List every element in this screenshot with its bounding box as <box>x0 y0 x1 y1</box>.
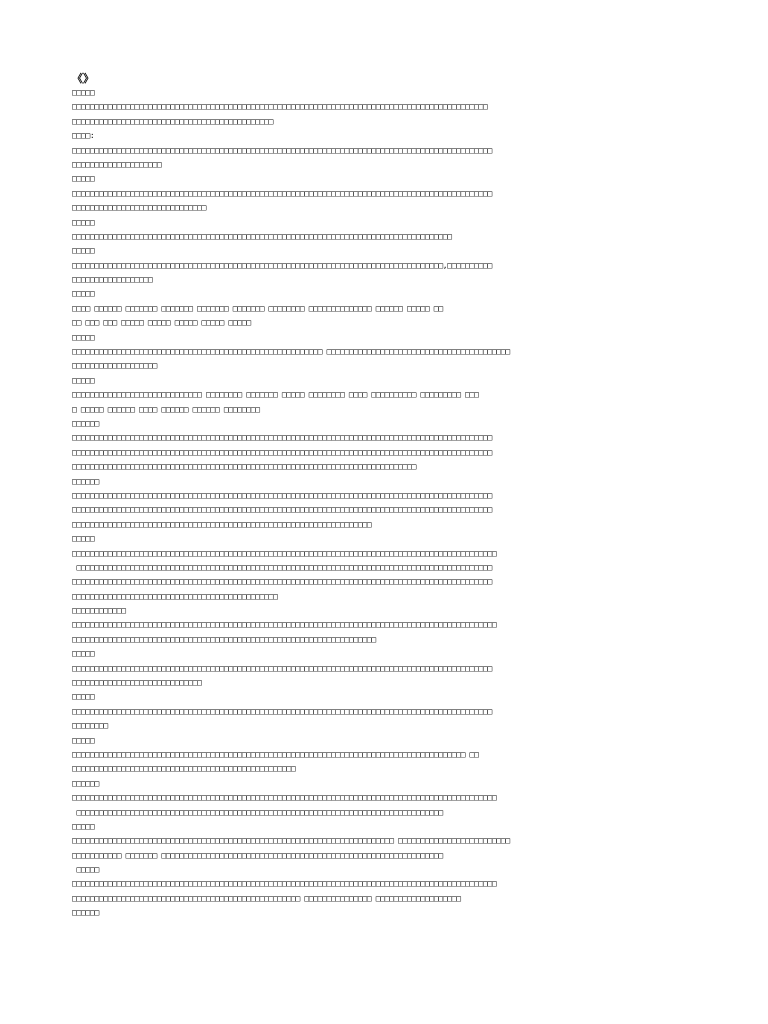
text-line: □□□□□□□□□□□□□□□□□□□□□□□□□□□□□□□□□□□□□□□□□□□□□□□□□□□□□□□□□□□□□□□□□□□□□□□□□□□□□□□□□□□□□□□□□□□□□□□ <box>72 793 497 803</box>
text-line: □□□□□□□□□□□□□□□□□□□□□□□□□□□□□□□□□□□□□□□□□□□□□□□□□□□□□□□□□□□□□□□□□□□□□□□□ □□□□□□□□□□□□□□□□□□□□□□□□□ <box>72 836 510 846</box>
text-line: □□□□□□□□□□□□□□□□□□□□□□□□□□□□□□□□□□□□□□□□□□□□□□□□□□□□□□□□□□□□□□□□□□□□□□□□□□□□□□□□□□□□□□□□□□□□□□ <box>72 706 492 716</box>
text-line: □□□□□ <box>72 375 95 385</box>
text-line: □□□□□ <box>72 692 95 702</box>
text-line: □□□□□ <box>72 174 95 184</box>
text-line: □□□□□□□□□□□□□□□□□□ <box>72 275 153 285</box>
text-line: □□□□□ <box>72 88 95 97</box>
text-line: □□□□□□□□□□□□□□□□□□□□□□□□□□□□□□□□□□□□□□□□□□□□□□□□□□□□□□□□□□□□□□□□□□□□□□□□□□□□□□□□□□□□□□□□ □□ <box>72 749 479 759</box>
text-line: □□□□□ <box>72 865 99 875</box>
text-line: □□□□□□□□□□□□□□□□□□□□□□□□□□□□□□□□□□□□□□□□□□□□□□□□□□□□□□□□□□□□□□□□□□□□□□□□□□□□□□□□□□□□□□□□□□□□□□□ <box>72 879 497 889</box>
text-line: □□□□: <box>72 131 95 141</box>
text-line: □□□□□□□□□□□ □□□□□□□ □□□□□□□□□□□□□□□□□□□□□□□□□□□□□□□□□□□□□□□□□□□□□□□□□□□□□□□□□□□□□□□ <box>72 850 443 860</box>
text-line: □□ □□□ □□□ □□□□□ □□□□□ □□□□□ □□□□□ □□□□□ <box>72 318 251 328</box>
text-line: □□□□□□□□□□□□□□□□□□□□□□□□□□□□□□ <box>72 203 206 213</box>
text-line: □□□□□ <box>72 534 95 544</box>
text-line: □□□□□□□□□□□□□□□□□□□□□□□□□□□□□□□□□□□□□□□□□□□□□□□□□□□□□□□□□□□□□□□□□□□□□□□□□□□□□□□□□□□,□□□□□□□□□□ <box>72 260 492 270</box>
text-line: □□□□□□□□□□□□□□□□□□□□□□□□□□□□□ □□□□□□□□ □□□□□□□ □□□□□ □□□□□□□□ □□□□ □□□□□□□□□□ □□□□□□□□□ □□□ <box>72 390 479 400</box>
text-line: □□□□□□□□□□□□□□□□□□□□□□□□□□□□□□□□□□□□□□□□□□□□□□□□□□□□□□□□□□□□□□□□□□□□□□□□□□□□□□□□□□□□□□□□□□□□□□ <box>72 663 492 673</box>
text-line: □□□□□□□□□□□□□□□□□□□□□□□□□□□□□□□□□□□□□□□□□□□□□□□□□□□□□□□□□□□□□□□□□□□□ <box>72 634 376 644</box>
text-line: □□□□□□□□□□□□□□□□□□□□□□□□□□□□□□□□□□□□□□□□□□□□□□ <box>72 591 278 601</box>
text-line: □□□□□□□□ <box>72 721 108 731</box>
text-line: □□□□□ <box>72 217 95 227</box>
text-line: □□□□□ <box>72 821 95 831</box>
text-line: □□□□□ <box>72 649 95 659</box>
document-page <box>72 72 706 921</box>
text-line: □□□□□□□□□□□□□□□□□□□□□□□□□□□□□□□□□□□□□□□□□□□□□□□□□□□□□□□□□□□□□□□□□□□□□□□□□□□□□□□□□□ <box>72 807 443 817</box>
text-line: □□□□□□ <box>72 418 99 428</box>
text-line: □□□□□□□□□□□□□□□□□□□□□□□□□□□□□□□□□□□□□□□□□□□□□□□□□□□□□□□□□□□□□□□□□□□□□□□□□□□□□□□□□□□□□ <box>72 231 452 241</box>
text-line: □□□□ □□□□□□ □□□□□□□ □□□□□□□ □□□□□□□ □□□□□□□ □□□□□□□□ □□□□□□□□□□□□□□ □□□□□□ □□□□□ □□ <box>72 303 443 313</box>
text-line: □□□□□□□□□□□□□□□□□□□□□□□□□□□□□□□□□□□□□□□□□□□□□ <box>72 116 273 126</box>
text-line: □□□□□□□□□□□□□□□□□□□□□□□□□□□□□□□□□□□□□□□□□□□□□□□□□□□ □□□□□□□□□□□□□□□ □□□□□□□□□□□□□□□□□□□ <box>72 893 461 903</box>
text-line: □□□□□□□□□□□□□□□□□□□□□□□□□□□□□□□□□□□□□□□□□□□□□□□□□□□□□□□□□□□□□□□□□□□□□□□□□□□□□□□□□□□□□□□□□□□□□□ <box>72 145 492 155</box>
text-line: □□□□□□□□□□□□□□□□□□□□□□□□□□□□□□□□□□□□□□□□□□□□□□□□□□□□□□□□□□□□□□□□□□□□□□□□□□□□□□□□□□□□□□□□□□□□□ <box>72 102 488 112</box>
text-line: □ □□□□□ □□□□□□ □□□□ □□□□□□ □□□□□□ □□□□□□□□ <box>72 404 260 414</box>
text-line: □□□□□□□□□□□□□□□□□□□□□□□□□□□□□ <box>72 678 202 688</box>
text-line: □□□□□ <box>72 332 95 342</box>
text-line: □□□□□□□□□□□□□□□□□□□□ <box>72 159 162 169</box>
text-line: □□□□□□□□□□□□□□□□□□□□□□□□□□□□□□□□□□□□□□□□□□□□□□□□□□□□□□□□□□□□□□□□□□□□□□□□□□□□□□□□□□□□□□□□□□□□□□ <box>72 447 492 457</box>
title-mark: 《》 <box>72 72 94 85</box>
text-line: □□□□□□□□□□□□□□□□□□□□□□□□□□□□□□□□□□□□□□□□□□□□□□□□□□□□□□□□□□□□□□□□□□□□□□□□□□□□□□□□□□□□□□□□□□□□□□ <box>72 188 492 198</box>
text-line: □□□□□□□□□□□□□□□□□□□□□□□□□□□□□□□□□□□□□□□□□□□□□□□□□□□□□□□□□□□□□□□□□□□□□□□□□□□□□□□□□□□□□□□□□□□□□ <box>72 562 492 572</box>
text-line: □□□□□ <box>72 735 95 745</box>
text-line: □□□□□□□□□□□□□□□□□□□□□□□□□□□□□□□□□□□□□□□□□□□□□□□□□□□□□□□□ □□□□□□□□□□□□□□□□□□□□□□□□□□□□□□□□□□□□□□□□□ <box>72 347 510 357</box>
text-line: □□□□□□□□□□□□□□□□□□□□□□□□□□□□□□□□□□□□□□□□□□□□□□□□□□□□□□□□□□□□□□□□□□□□□□□□□□□□□□□□□□□□□□□□□□□□□□ <box>72 490 492 500</box>
text-line: □□□□□ <box>72 246 95 256</box>
text-line: □□□□□□□□□□□□□□□□□□□□□□□□□□□□□□□□□□□□□□□□□□□□□□□□□□□□□□□□□□□□□□□□□□□□□□□□□□□□□ <box>72 462 416 472</box>
text-body <box>72 86 706 921</box>
text-line: □□□□□□ <box>72 778 99 788</box>
text-line: □□□□□□ <box>72 908 99 918</box>
text-line: □□□□□□□□□□□□□□□□□□□□□□□□□□□□□□□□□□□□□□□□□□□□□□□□□□ <box>72 764 296 774</box>
text-line: □□□□□□□□□□□□□□□□□□□□□□□□□□□□□□□□□□□□□□□□□□□□□□□□□□□□□□□□□□□□□□□□□□□□□□□□□□□□□□□□□□□□□□□□□□□□□□ <box>72 433 492 443</box>
text-line: □□□□□□□□□□□□□□□□□□□□□□□□□□□□□□□□□□□□□□□□□□□□□□□□□□□□□□□□□□□□□□□□□□□ <box>72 519 372 529</box>
text-line: □□□□□ <box>72 289 95 299</box>
text-line: □□□□□□□□□□□□□□□□□□□ <box>72 361 157 371</box>
text-line: □□□□□□□□□□□□ <box>72 606 126 616</box>
text-line: □□□□□□□□□□□□□□□□□□□□□□□□□□□□□□□□□□□□□□□□□□□□□□□□□□□□□□□□□□□□□□□□□□□□□□□□□□□□□□□□□□□□□□□□□□□□□□ <box>72 505 492 515</box>
text-line: □□□□□□ <box>72 476 99 486</box>
text-line: □□□□□□□□□□□□□□□□□□□□□□□□□□□□□□□□□□□□□□□□□□□□□□□□□□□□□□□□□□□□□□□□□□□□□□□□□□□□□□□□□□□□□□□□□□□□□□□ <box>72 548 497 558</box>
text-line: □□□□□□□□□□□□□□□□□□□□□□□□□□□□□□□□□□□□□□□□□□□□□□□□□□□□□□□□□□□□□□□□□□□□□□□□□□□□□□□□□□□□□□□□□□□□□□ <box>72 577 492 587</box>
text-line: □□□□□□□□□□□□□□□□□□□□□□□□□□□□□□□□□□□□□□□□□□□□□□□□□□□□□□□□□□□□□□□□□□□□□□□□□□□□□□□□□□□□□□□□□□□□□□□ <box>72 620 497 630</box>
